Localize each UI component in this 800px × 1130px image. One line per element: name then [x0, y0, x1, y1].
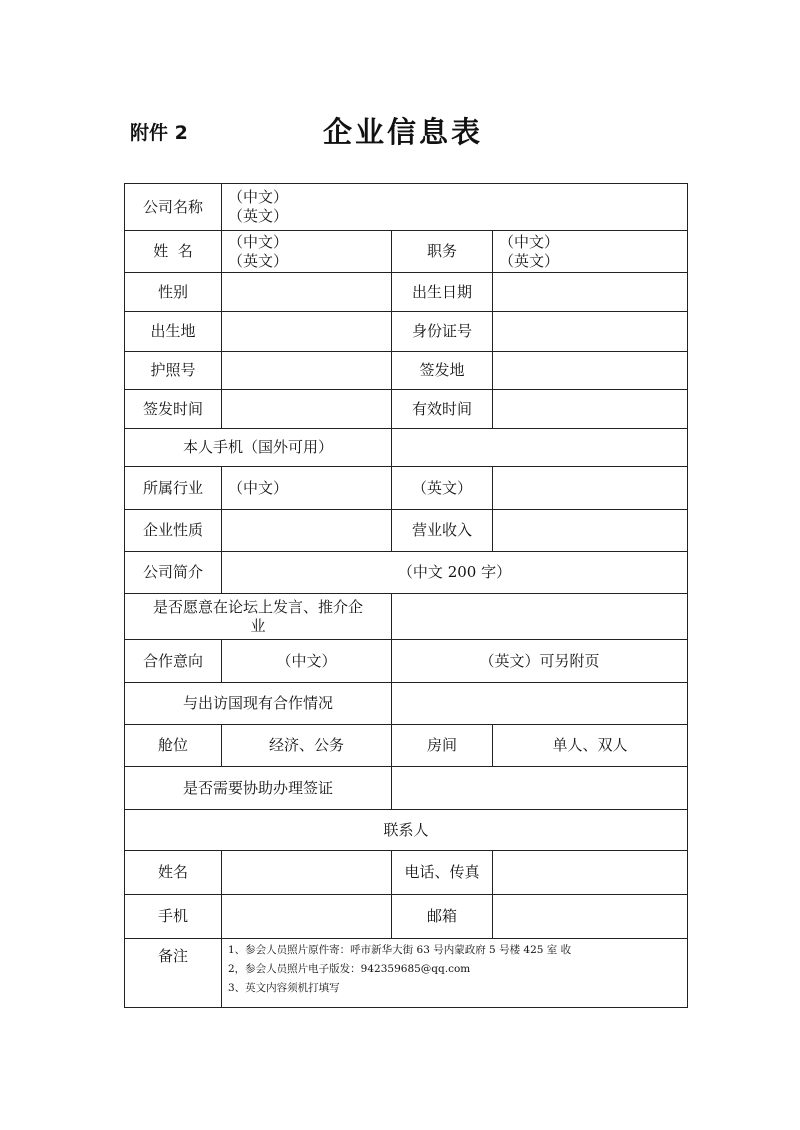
value-visa-help[interactable]	[392, 767, 688, 810]
value-revenue[interactable]	[493, 510, 688, 552]
value-id-number[interactable]	[493, 312, 688, 352]
row-mobile-abroad	[125, 429, 688, 467]
en-hint: （英文）	[499, 251, 560, 270]
label-room: 房间	[392, 725, 493, 767]
value-contact-phone-fax[interactable]	[493, 851, 688, 895]
cn-hint: （中文）	[228, 188, 289, 206]
enterprise-info-table	[124, 183, 688, 1008]
note-item: 3、英文内容须机打填写	[228, 982, 340, 994]
row-contact-header	[125, 810, 688, 851]
value-industry-cn[interactable]: （中文）	[222, 467, 392, 510]
label-revenue: 营业收入	[392, 510, 493, 552]
label-position: 职务	[392, 231, 493, 273]
value-cabin[interactable]: 经济、公务	[222, 725, 392, 767]
label-contact-email: 邮箱	[392, 895, 493, 939]
cn-hint: （中文）	[228, 232, 289, 251]
label-industry: 所属行业	[125, 467, 222, 510]
value-valid-time[interactable]	[493, 390, 688, 429]
value-passport[interactable]	[222, 352, 392, 390]
row-passport	[125, 352, 688, 390]
value-profile[interactable]: （中文 200 字）	[222, 552, 688, 594]
row-industry	[125, 467, 688, 510]
row-visa-help	[125, 767, 688, 810]
value-contact-name[interactable]	[222, 851, 392, 895]
value-existing-cooperation[interactable]	[392, 683, 688, 725]
label-forum-speech	[125, 594, 392, 640]
note-item: 2，参会人员照片电子版发：942359685@qq.com	[228, 963, 471, 975]
row-contact-name	[125, 851, 688, 895]
value-contact-mobile[interactable]	[222, 895, 392, 939]
value-birth-date[interactable]	[493, 273, 688, 312]
label-birth-date: 出生日期	[392, 273, 493, 312]
row-forum-speech	[125, 594, 688, 640]
value-industry-en[interactable]	[493, 467, 688, 510]
value-position[interactable]	[493, 231, 688, 273]
section-contact: 联系人	[125, 810, 688, 851]
label-name: 姓 名	[125, 231, 222, 273]
value-enterprise-type[interactable]	[222, 510, 392, 552]
attachment-label: 附件 2	[130, 122, 188, 144]
label-gender: 性别	[125, 273, 222, 312]
row-issue-time	[125, 390, 688, 429]
value-cooperation-en[interactable]: （英文）可另附页	[392, 640, 688, 683]
label-birth-place: 出生地	[125, 312, 222, 352]
label-passport: 护照号	[125, 352, 222, 390]
row-profile	[125, 552, 688, 594]
label-cooperation-intent: 合作意向	[125, 640, 222, 683]
row-company-name	[125, 184, 688, 231]
value-forum-speech[interactable]	[392, 594, 688, 640]
row-enterprise-type	[125, 510, 688, 552]
value-gender[interactable]	[222, 273, 392, 312]
value-company-name[interactable]	[222, 184, 688, 231]
label-company-name: 公司名称	[125, 184, 222, 231]
value-contact-email[interactable]	[493, 895, 688, 939]
document-title: 企业信息表	[322, 115, 483, 149]
label-visa-help: 是否需要协助办理签证	[125, 767, 392, 810]
label-valid-time: 有效时间	[392, 390, 493, 429]
en-hint: （英文）	[228, 251, 289, 270]
remarks-notes	[222, 939, 688, 1008]
value-room[interactable]: 单人、双人	[493, 725, 688, 767]
label-contact-mobile: 手机	[125, 895, 222, 939]
value-industry-en-hint: （英文）	[392, 467, 493, 510]
label-contact-name: 姓名	[125, 851, 222, 895]
row-cooperation-intent	[125, 640, 688, 683]
label-issue-place: 签发地	[392, 352, 493, 390]
label-cabin: 舱位	[125, 725, 222, 767]
value-mobile-abroad[interactable]	[392, 429, 688, 467]
en-hint: （英文）	[228, 207, 289, 225]
label-contact-phone-fax: 电话、传真	[392, 851, 493, 895]
cn-hint: （中文）	[499, 232, 560, 251]
row-cabin	[125, 725, 688, 767]
value-issue-time[interactable]	[222, 390, 392, 429]
label-mobile-abroad: 本人手机（国外可用）	[125, 429, 392, 467]
label-id-number: 身份证号	[392, 312, 493, 352]
value-cooperation-cn[interactable]: （中文）	[222, 640, 392, 683]
value-birth-place[interactable]	[222, 312, 392, 352]
label-profile: 公司简介	[125, 552, 222, 594]
note-item: 1、参会人员照片原件寄：呼市新华大街 63 号内蒙政府 5 号楼 425 室 收	[228, 944, 572, 956]
row-gender	[125, 273, 688, 312]
value-name[interactable]	[222, 231, 392, 273]
label-existing-cooperation: 与出访国现有合作情况	[125, 683, 392, 725]
label-enterprise-type: 企业性质	[125, 510, 222, 552]
row-contact-mobile	[125, 895, 688, 939]
row-remarks	[125, 939, 688, 1008]
row-existing-cooperation	[125, 683, 688, 725]
row-name	[125, 231, 688, 273]
value-issue-place[interactable]	[493, 352, 688, 390]
label-forum-speech-text: 是否愿意在论坛上发言、推介企业	[152, 597, 363, 635]
label-remarks: 备注	[125, 939, 222, 1008]
label-issue-time: 签发时间	[125, 390, 222, 429]
row-birth-place	[125, 312, 688, 352]
